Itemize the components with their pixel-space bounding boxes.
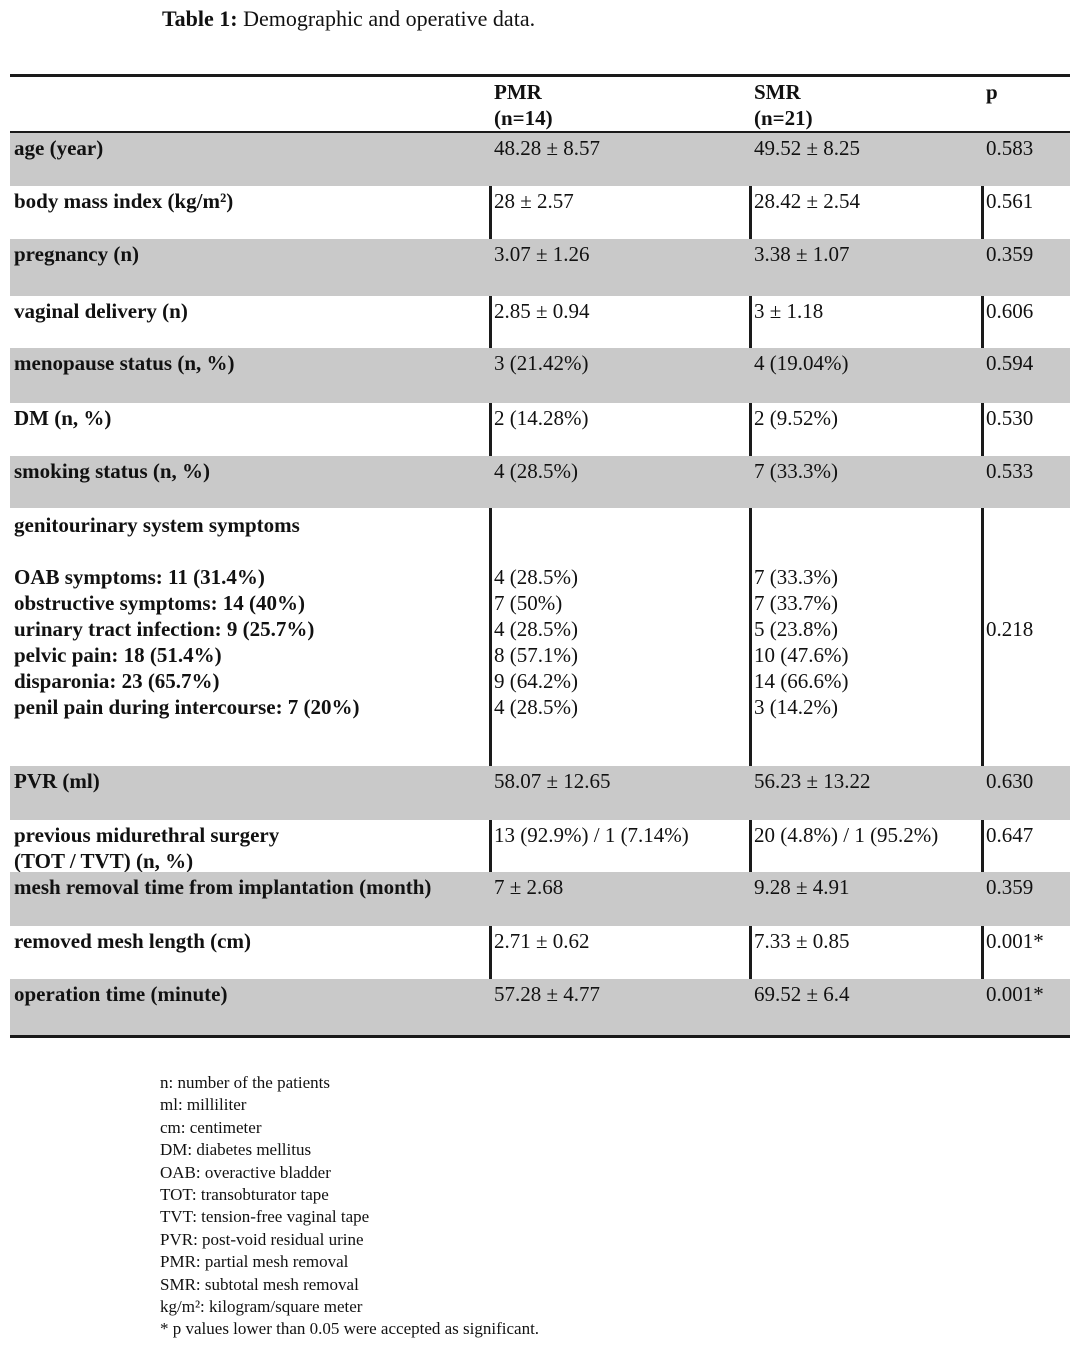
row-pmr: 58.07 ± 12.65 bbox=[494, 769, 611, 793]
row-label: pregnancy (n) bbox=[14, 242, 140, 266]
table-row bbox=[10, 979, 1070, 1035]
row-label: age (year) bbox=[14, 136, 104, 160]
symptom-smr: 14 (66.6%) bbox=[754, 669, 849, 693]
row-label: smoking status (n, %) bbox=[14, 459, 211, 483]
genitourinary-labels bbox=[10, 508, 490, 766]
row-label-line1: previous midurethral surgery bbox=[14, 823, 280, 847]
table-row bbox=[10, 186, 1070, 239]
table-row bbox=[10, 456, 1070, 508]
table-row bbox=[10, 133, 1070, 186]
row-smr: 4 (19.04%) bbox=[754, 351, 849, 375]
row-p: 0.606 bbox=[986, 299, 1034, 323]
row-p: 0.630 bbox=[986, 769, 1034, 793]
row-smr: 28.42 ± 2.54 bbox=[754, 189, 861, 213]
data-table bbox=[10, 74, 1070, 1038]
row-smr: 3 ± 1.18 bbox=[754, 299, 824, 323]
footnote: kg/m²: kilogram/square meter bbox=[160, 1297, 363, 1317]
row-p: 0.647 bbox=[986, 823, 1034, 847]
symptom-pmr: 7 (50%) bbox=[494, 591, 563, 615]
row-pmr: 2.71 ± 0.62 bbox=[494, 929, 590, 953]
symptom-label: obstructive symptoms: 14 (40%) bbox=[14, 591, 306, 615]
table-row bbox=[10, 348, 1070, 403]
symptom-pmr: 4 (28.5%) bbox=[494, 617, 578, 641]
footnote: TOT: transobturator tape bbox=[160, 1185, 329, 1205]
row-label: operation time (minute) bbox=[14, 982, 228, 1006]
symptom-smr: 10 (47.6%) bbox=[754, 643, 849, 667]
footnote: SMR: subtotal mesh removal bbox=[160, 1274, 359, 1294]
row-smr: 49.52 ± 8.25 bbox=[754, 136, 861, 160]
genitourinary-heading: genitourinary system symptoms bbox=[14, 513, 300, 537]
symptom-label: disparonia: 23 (65.7%) bbox=[14, 669, 220, 693]
table-row bbox=[10, 403, 1070, 456]
row-smr: 20 (4.8%) / 1 (95.2%) bbox=[754, 823, 939, 847]
header-smr-n: (n=21) bbox=[754, 106, 813, 130]
symptom-pmr: 4 (28.5%) bbox=[494, 695, 578, 719]
table-row bbox=[10, 296, 1070, 348]
symptom-smr: 7 (33.3%) bbox=[754, 565, 838, 589]
caption-label: Table 1: bbox=[162, 6, 238, 31]
row-label: PVR (ml) bbox=[14, 769, 100, 793]
row-pmr: 48.28 ± 8.57 bbox=[494, 136, 601, 160]
row-label: DM (n, %) bbox=[14, 406, 112, 430]
symptom-list bbox=[14, 564, 486, 720]
footnote: TVT: tension-free vaginal tape bbox=[160, 1207, 370, 1227]
table-header-row bbox=[10, 77, 1070, 133]
row-pmr: 3.07 ± 1.26 bbox=[494, 242, 590, 266]
row-smr: 56.23 ± 13.22 bbox=[754, 769, 871, 793]
row-label: menopause status (n, %) bbox=[14, 351, 235, 375]
row-smr: 69.52 ± 6.4 bbox=[754, 982, 850, 1006]
row-label-line2: (TOT / TVT) (n, %) bbox=[14, 849, 194, 872]
row-label: vaginal delivery (n) bbox=[14, 299, 188, 323]
row-p: 0.001* bbox=[986, 929, 1044, 953]
genitourinary-p: 0.218 bbox=[986, 617, 1034, 641]
row-pmr: 4 (28.5%) bbox=[494, 459, 578, 483]
row-pmr: 57.28 ± 4.77 bbox=[494, 982, 601, 1006]
symptom-pmr: 4 (28.5%) bbox=[494, 565, 578, 589]
genitourinary-row bbox=[10, 508, 1070, 766]
footnote: * p values lower than 0.05 were accepted as significant. bbox=[160, 1319, 540, 1339]
row-smr: 7.33 ± 0.85 bbox=[754, 929, 850, 953]
header-smr-name: SMR bbox=[754, 80, 801, 104]
table-row bbox=[10, 926, 1070, 979]
header-p: p bbox=[986, 80, 998, 104]
header-label-cell bbox=[10, 77, 490, 131]
table-row bbox=[10, 820, 1070, 872]
footnote: DM: diabetes mellitus bbox=[160, 1140, 312, 1160]
genitourinary-smr bbox=[750, 508, 982, 766]
row-smr: 3.38 ± 1.07 bbox=[754, 242, 850, 266]
symptom-pmr: 9 (64.2%) bbox=[494, 669, 578, 693]
row-label: removed mesh length (cm) bbox=[14, 929, 251, 953]
symptom-smr: 7 (33.7%) bbox=[754, 591, 838, 615]
header-pmr-n: (n=14) bbox=[494, 106, 553, 130]
row-label bbox=[10, 820, 490, 872]
footnote: n: number of the patients bbox=[160, 1073, 330, 1092]
row-p: 0.561 bbox=[986, 189, 1034, 213]
row-p: 0.583 bbox=[986, 136, 1034, 160]
row-p: 0.359 bbox=[986, 242, 1034, 266]
header-smr bbox=[750, 77, 982, 131]
row-pmr: 2 (14.28%) bbox=[494, 406, 589, 430]
row-p: 0.001* bbox=[986, 982, 1044, 1006]
symptom-label: urinary tract infection: 9 (25.7%) bbox=[14, 617, 315, 641]
footnote: ml: milliliter bbox=[160, 1095, 247, 1115]
footnote: OAB: overactive bladder bbox=[160, 1162, 331, 1182]
table-caption bbox=[162, 6, 535, 32]
row-smr: 2 (9.52%) bbox=[754, 406, 838, 430]
footnote: cm: centimeter bbox=[160, 1117, 262, 1137]
symptom-pmr: 8 (57.1%) bbox=[494, 643, 578, 667]
symptom-label: penil pain during intercourse: 7 (20%) bbox=[14, 695, 360, 719]
symptom-smr: 5 (23.8%) bbox=[754, 617, 838, 641]
row-p: 0.359 bbox=[986, 875, 1034, 899]
header-pmr-name: PMR bbox=[494, 80, 542, 104]
row-p: 0.530 bbox=[986, 406, 1034, 430]
header-pmr bbox=[490, 77, 750, 131]
row-label: body mass index (kg/m²) bbox=[14, 189, 234, 213]
row-pmr: 2.85 ± 0.94 bbox=[494, 299, 590, 323]
genitourinary-pmr bbox=[490, 508, 750, 766]
table-row bbox=[10, 239, 1070, 296]
row-pmr: 7 ± 2.68 bbox=[494, 875, 564, 899]
row-smr: 9.28 ± 4.91 bbox=[754, 875, 850, 899]
table-row bbox=[10, 766, 1070, 820]
row-pmr: 3 (21.42%) bbox=[494, 351, 589, 375]
row-pmr: 28 ± 2.57 bbox=[494, 189, 574, 213]
footnote: PMR: partial mesh removal bbox=[160, 1252, 349, 1272]
table-row bbox=[10, 872, 1070, 926]
symptom-label: pelvic pain: 18 (51.4%) bbox=[14, 643, 222, 667]
symptom-smr: 3 (14.2%) bbox=[754, 695, 838, 719]
row-p: 0.594 bbox=[986, 351, 1034, 375]
row-label: mesh removal time from implantation (month) bbox=[14, 875, 432, 899]
row-pmr: 13 (92.9%) / 1 (7.14%) bbox=[494, 823, 689, 847]
row-p: 0.533 bbox=[986, 459, 1034, 483]
symptom-label: OAB symptoms: 11 (31.4%) bbox=[14, 565, 265, 589]
footnotes bbox=[160, 1072, 539, 1341]
footnote: PVR: post-void residual urine bbox=[160, 1229, 364, 1249]
row-smr: 7 (33.3%) bbox=[754, 459, 838, 483]
caption-text: Demographic and operative data. bbox=[237, 6, 536, 31]
